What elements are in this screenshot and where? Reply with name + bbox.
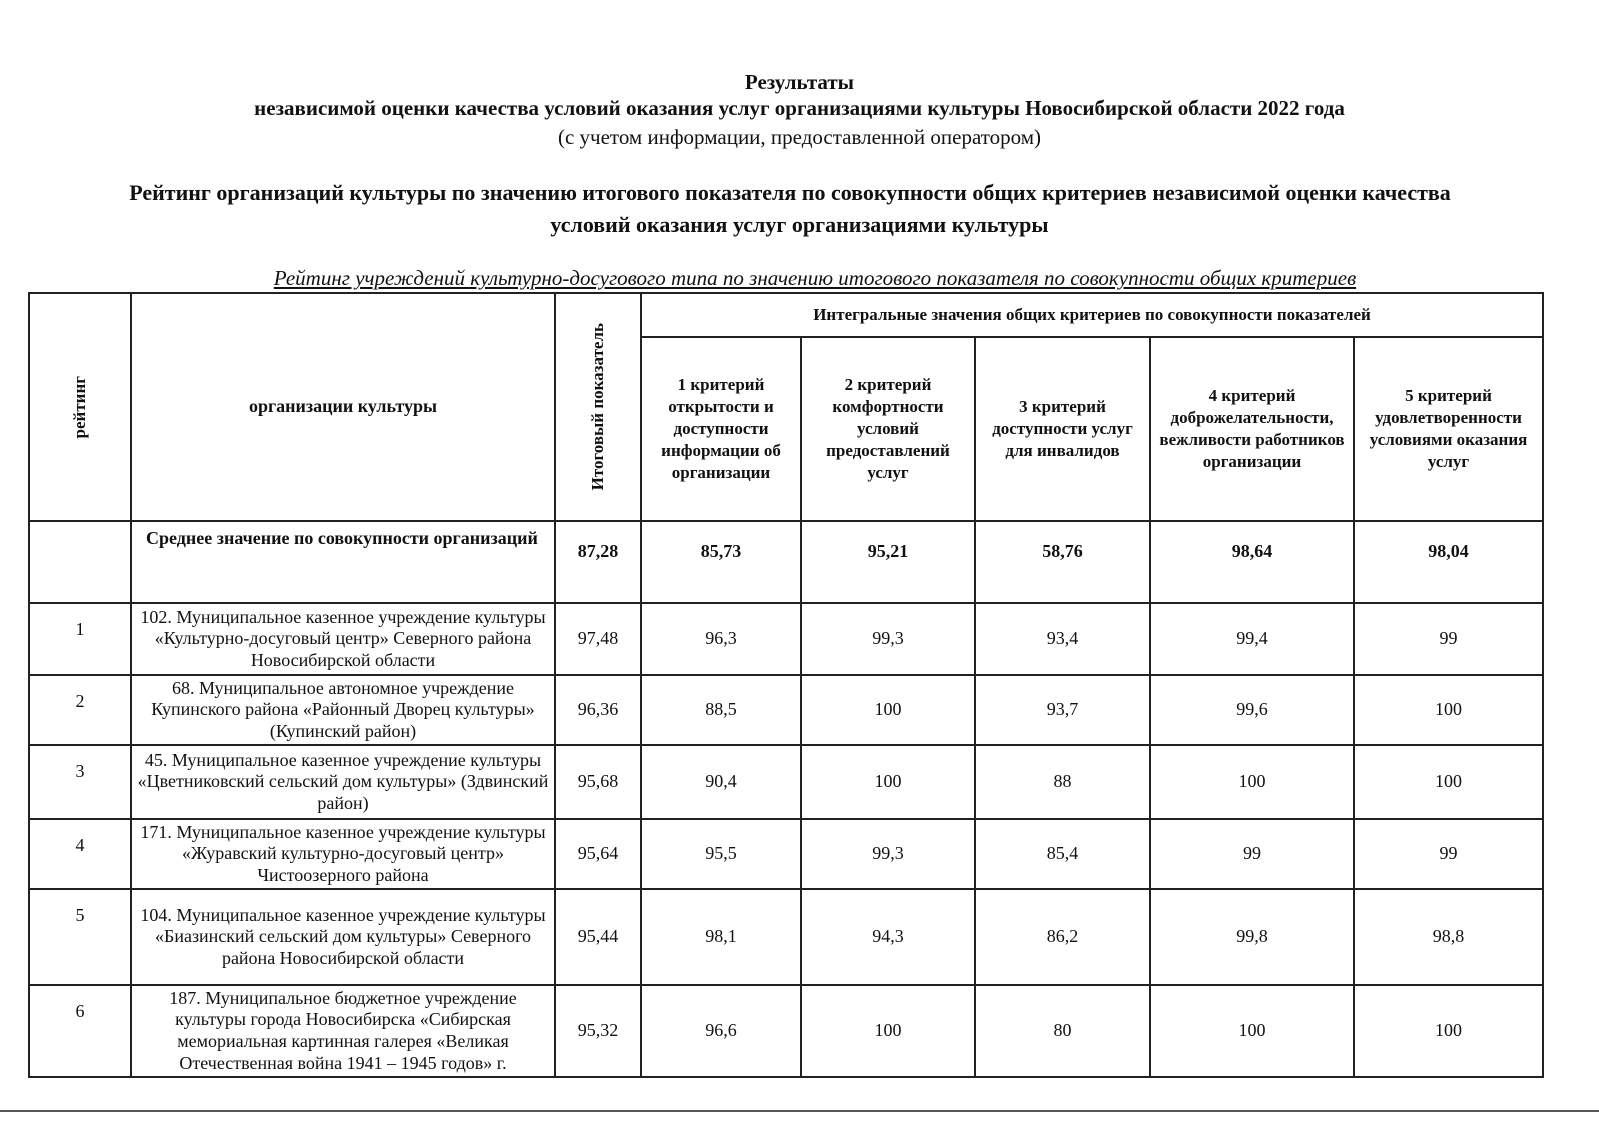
row-organization: 187. Муниципальное бюджетное учреждение культуры города Новосибирска «Сибирская мемориальная картинная галерея «Великая Отечественная война 1941 – 1945 годов» г.	[131, 985, 555, 1077]
header-criterion-4: 4 критерий доброжелательности, вежливости работников организации	[1150, 337, 1354, 521]
row-c5: 99	[1354, 819, 1543, 889]
row-c5: 100	[1354, 675, 1543, 745]
table-row	[29, 745, 1543, 819]
table-row	[29, 819, 1543, 889]
row-total: 95,68	[555, 745, 641, 819]
row-c3: 86,2	[975, 889, 1150, 985]
average-c1: 85,73	[641, 521, 801, 603]
header-criterion-3: 3 критерий доступности услуг для инвалидов	[975, 337, 1150, 521]
row-c1: 98,1	[641, 889, 801, 985]
row-total: 96,36	[555, 675, 641, 745]
row-organization: 45. Муниципальное казенное учреждение культуры «Цветниковский сельский дом культуры» (Здвинский район)	[131, 745, 555, 819]
row-c5: 99	[1354, 603, 1543, 675]
header-criterion-1: 1 критерий открытости и доступности информации об организации	[641, 337, 801, 521]
average-c2: 95,21	[801, 521, 975, 603]
average-label: Среднее значение по совокупности организаций	[131, 521, 555, 603]
average-c3: 58,76	[975, 521, 1150, 603]
row-total: 95,32	[555, 985, 641, 1077]
table-row	[29, 889, 1543, 985]
row-total: 97,48	[555, 603, 641, 675]
row-c1: 96,6	[641, 985, 801, 1077]
row-c4: 99,4	[1150, 603, 1354, 675]
page-edge-line	[0, 1110, 1599, 1112]
row-c1: 95,5	[641, 819, 801, 889]
row-c2: 100	[801, 985, 975, 1077]
row-rank: 4	[29, 819, 131, 889]
row-total: 95,64	[555, 819, 641, 889]
row-c1: 90,4	[641, 745, 801, 819]
row-organization: 102. Муниципальное казенное учреждение культуры «Культурно-досуговый центр» Северного района Новосибирской области	[131, 603, 555, 675]
document-subtitle: независимой оценки качества условий оказания услуг организациями культуры Новосибирской области 2022 года	[254, 96, 1345, 120]
row-c3: 85,4	[975, 819, 1150, 889]
row-c4: 99,6	[1150, 675, 1354, 745]
row-rank: 1	[29, 603, 131, 675]
table-caption: Рейтинг учреждений культурно-досугового типа по значению итогового показателя по совокупности общих критериев	[273, 266, 1357, 290]
row-c2: 94,3	[801, 889, 975, 985]
average-c5: 98,04	[1354, 521, 1543, 603]
row-c1: 88,5	[641, 675, 801, 745]
row-organization: 68. Муниципальное автономное учреждение Купинского района «Районный Дворец культуры» (Купинский район)	[131, 675, 555, 745]
row-c5: 100	[1354, 745, 1543, 819]
average-row	[29, 521, 1543, 603]
average-rank	[29, 521, 131, 603]
table-row	[29, 603, 1543, 675]
document-note: (с учетом информации, предоставленной оператором)	[557, 125, 1042, 149]
row-c4: 99	[1150, 819, 1354, 889]
row-rank: 6	[29, 985, 131, 1077]
header-criterion-5: 5 критерий удовлетворенности условиями оказания услуг	[1354, 337, 1543, 521]
row-c4: 99,8	[1150, 889, 1354, 985]
header-total: Итоговый показатель	[555, 293, 641, 521]
row-c3: 88	[975, 745, 1150, 819]
row-c3: 93,7	[975, 675, 1150, 745]
row-rank: 3	[29, 745, 131, 819]
table-row	[29, 985, 1543, 1077]
row-c1: 96,3	[641, 603, 801, 675]
row-c5: 98,8	[1354, 889, 1543, 985]
row-c2: 100	[801, 675, 975, 745]
header-organization: организации культуры	[131, 293, 555, 521]
row-c2: 99,3	[801, 603, 975, 675]
row-c4: 100	[1150, 745, 1354, 819]
row-organization: 104. Муниципальное казенное учреждение культуры «Биазинский сельский дом культуры» Северного района Новосибирской области	[131, 889, 555, 985]
rating-title-line-2: условий оказания услуг организациями культуры	[550, 212, 1049, 237]
row-c3: 80	[975, 985, 1150, 1077]
header-criterion-2: 2 критерий комфортности условий предоставлений услуг	[801, 337, 975, 521]
rating-table	[28, 292, 1544, 1078]
document-title: Результаты	[744, 70, 855, 94]
row-c4: 100	[1150, 985, 1354, 1077]
header-criteria-group: Интегральные значения общих критериев по совокупности показателей	[641, 293, 1543, 337]
row-rank: 2	[29, 675, 131, 745]
rating-title-line-1: Рейтинг организаций культуры по значению итогового показателя по совокупности общих критериев независимой оценки качества	[129, 180, 1451, 205]
row-c2: 99,3	[801, 819, 975, 889]
row-c5: 100	[1354, 985, 1543, 1077]
row-c2: 100	[801, 745, 975, 819]
row-c3: 93,4	[975, 603, 1150, 675]
table-row	[29, 675, 1543, 745]
header-rank: рейтинг	[29, 293, 131, 521]
row-organization: 171. Муниципальное казенное учреждение культуры «Журавский культурно-досуговый центр» Чистоозерного района	[131, 819, 555, 889]
average-total: 87,28	[555, 521, 641, 603]
average-c4: 98,64	[1150, 521, 1354, 603]
row-rank: 5	[29, 889, 131, 985]
row-total: 95,44	[555, 889, 641, 985]
